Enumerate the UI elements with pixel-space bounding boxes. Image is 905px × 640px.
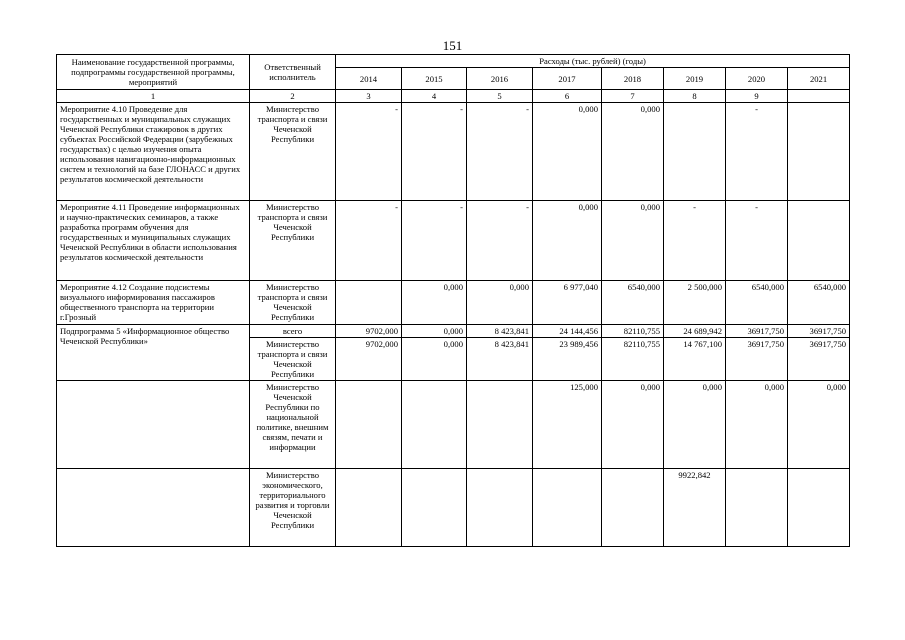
value-cell: 0,000 (467, 281, 533, 325)
column-number: 1 (57, 90, 250, 103)
value-cell (533, 469, 602, 547)
value-cell: 14 767,100 (664, 338, 726, 381)
value-cell: 36917,750 (726, 338, 788, 381)
value-cell: 6 977,040 (533, 281, 602, 325)
column-number: 2 (250, 90, 336, 103)
year-header: 2016 (467, 68, 533, 90)
value-cell: - (402, 103, 467, 201)
year-header: 2014 (336, 68, 402, 90)
value-cell: - (467, 201, 533, 281)
value-cell: 0,000 (602, 201, 664, 281)
value-cell: 0,000 (602, 103, 664, 201)
value-cell: 0,000 (533, 201, 602, 281)
value-cell (788, 201, 850, 281)
value-cell: 8 423,841 (467, 325, 533, 338)
value-cell: 9702,000 (336, 338, 402, 381)
value-cell: - (664, 201, 726, 281)
table-row (57, 281, 850, 325)
column-number: 9 (726, 90, 788, 103)
measure-name: Мероприятие 4.12 Создание подсистемы визуального информирования пассажиров общественного транспорта на территории г.Грозный (57, 281, 250, 325)
header-row-1 (57, 55, 850, 68)
year-header: 2015 (402, 68, 467, 90)
value-cell: 9922,842 (664, 469, 726, 547)
value-cell: 36917,750 (788, 338, 850, 381)
value-cell (467, 469, 533, 547)
responsible-executor: Министерство экономического, территориального развития и торговли Чеченской Республики (250, 469, 336, 547)
table-row (57, 469, 850, 547)
value-cell: 0,000 (726, 381, 788, 469)
measure-name: Мероприятие 4.10 Проведение для государственных и муниципальных служащих Чеченской Республики стажировок в других субъектах Российской Федерации (зарубежных государствах) с целью изучения опыта использования навигационно-информационных систем и технологий на базе ГЛОНАСС и других результатов космической деятельности (57, 103, 250, 201)
value-cell (402, 381, 467, 469)
value-cell (336, 469, 402, 547)
responsible-executor: всего (250, 325, 336, 338)
value-cell: 36917,750 (788, 325, 850, 338)
value-cell: 0,000 (402, 325, 467, 338)
table-row (57, 325, 850, 338)
value-cell: 6540,000 (602, 281, 664, 325)
value-cell: 82110,755 (602, 325, 664, 338)
value-cell (788, 103, 850, 201)
responsible-executor: Министерство транспорта и связи Чеченской Республики (250, 338, 336, 381)
value-cell: 8 423,841 (467, 338, 533, 381)
value-cell: - (726, 103, 788, 201)
year-header: 2021 (788, 68, 850, 90)
responsible-executor: Министерство транспорта и связи Чеченской Республики (250, 103, 336, 201)
value-cell: 0,000 (402, 281, 467, 325)
year-header: 2018 (602, 68, 664, 90)
value-cell: - (336, 103, 402, 201)
value-cell: 6540,000 (788, 281, 850, 325)
value-cell: 24 144,456 (533, 325, 602, 338)
column-number-row (57, 90, 850, 103)
responsible-executor: Министерство транспорта и связи Чеченской Республики (250, 281, 336, 325)
value-cell (336, 381, 402, 469)
value-cell: 23 989,456 (533, 338, 602, 381)
empty-cell (57, 469, 250, 547)
column-number: 3 (336, 90, 402, 103)
year-header: 2017 (533, 68, 602, 90)
value-cell: 0,000 (664, 381, 726, 469)
value-cell: 0,000 (602, 381, 664, 469)
table-row (57, 201, 850, 281)
column-number: 8 (664, 90, 726, 103)
value-cell (664, 103, 726, 201)
table-row (57, 381, 850, 469)
column-number: 4 (402, 90, 467, 103)
value-cell (467, 381, 533, 469)
measure-name: Мероприятие 4.11 Проведение информационных и научно-практических семинаров, а также разработка программ обучения для государственных и муниципальных служащих Чеченской Республики в области использования результатов космической деятельности (57, 201, 250, 281)
responsible-executor: Министерство транспорта и связи Чеченской Республики (250, 201, 336, 281)
value-cell: - (402, 201, 467, 281)
year-header: 2019 (664, 68, 726, 90)
value-cell: 0,000 (788, 381, 850, 469)
page-number: 151 (442, 38, 463, 53)
value-cell: - (467, 103, 533, 201)
value-cell: 9702,000 (336, 325, 402, 338)
value-cell: 2 500,000 (664, 281, 726, 325)
value-cell: - (726, 201, 788, 281)
header-expenses-cell: Расходы (тыс. рублей) (годы) (336, 55, 850, 68)
column-number: 5 (467, 90, 533, 103)
value-cell (788, 469, 850, 547)
responsible-executor: Министерство Чеченской Республики по национальной политике, внешним связям, печати и информации (250, 381, 336, 469)
value-cell: - (336, 201, 402, 281)
value-cell: 36917,750 (726, 325, 788, 338)
column-number (788, 90, 850, 103)
header-responsible-cell: Ответственный исполнитель (250, 55, 336, 90)
value-cell: 125,000 (533, 381, 602, 469)
subprogram-name: Подпрограмма 5 «Информационное общество Чеченской Республики» (57, 325, 250, 381)
value-cell: 0,000 (533, 103, 602, 201)
header-name-cell: Наименование государственной программы, подпрограммы государственной программы, мероприятий (57, 55, 250, 90)
empty-cell (57, 381, 250, 469)
value-cell (726, 469, 788, 547)
column-number: 6 (533, 90, 602, 103)
value-cell: 24 689,942 (664, 325, 726, 338)
value-cell (402, 469, 467, 547)
value-cell (602, 469, 664, 547)
budget-table (56, 54, 850, 547)
year-header: 2020 (726, 68, 788, 90)
column-number: 7 (602, 90, 664, 103)
table-row (57, 103, 850, 201)
value-cell (336, 281, 402, 325)
value-cell: 0,000 (402, 338, 467, 381)
value-cell: 6540,000 (726, 281, 788, 325)
value-cell: 82110,755 (602, 338, 664, 381)
